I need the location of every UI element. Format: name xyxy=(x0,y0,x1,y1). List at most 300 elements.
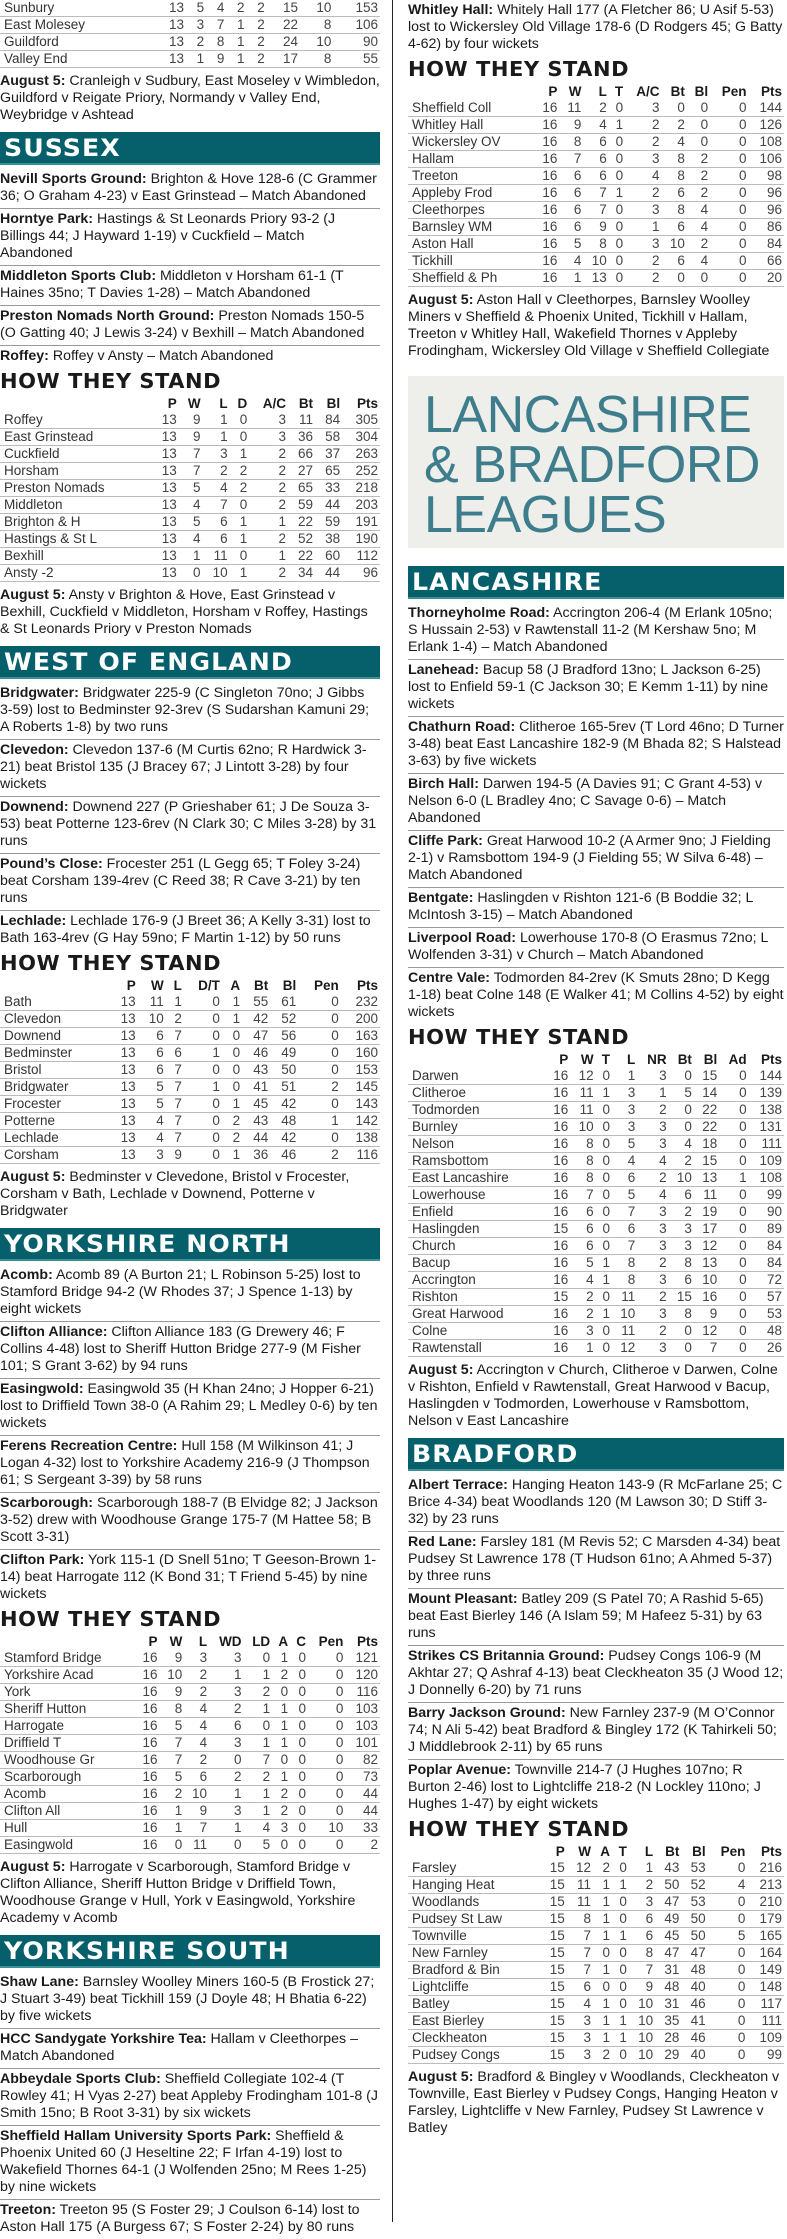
stat-cell: 144 xyxy=(749,100,784,117)
section-title: YORKSHIRE NORTH xyxy=(4,1230,291,1258)
stat-cell: 0 xyxy=(710,151,748,168)
stat-cell: 3 xyxy=(209,1650,243,1667)
stat-cell: 35 xyxy=(655,2013,681,2030)
stat-cell: 0 xyxy=(596,1068,612,1085)
stat-cell: 4 xyxy=(179,497,203,514)
table-row xyxy=(0,1096,380,1113)
stat-cell: 3 xyxy=(669,1221,694,1238)
stat-cell: 0 xyxy=(719,1119,748,1136)
stat-cell: 52 xyxy=(270,1011,298,1028)
stat-cell: 55 xyxy=(242,994,270,1011)
stat-cell: 6 xyxy=(612,1170,637,1187)
stat-cell: 5 xyxy=(612,1136,637,1153)
table-row xyxy=(408,2013,784,2030)
report-text: Lechlade 176-9 (J Breet 36; A Kelly 3-31) lost to Bath 163-4rev (G Hay 59no; F Martin 1-12) by 50 runs xyxy=(0,913,371,946)
stat-cell: 1 xyxy=(570,1340,595,1357)
stat-cell: 0 xyxy=(719,1068,748,1085)
venue-label: Horntye Park: xyxy=(0,211,94,227)
venue-label: Downend: xyxy=(0,799,69,815)
stat-cell: 4 xyxy=(184,1735,209,1752)
stat-cell: 10 xyxy=(583,253,608,270)
stat-cell: 9 xyxy=(694,1306,719,1323)
report-text: Frocester 251 (L Gegg 65; T Foley 3-24) beat Corsham 139-4rev (C Reed 38; R Cave 3-21) by ten runs xyxy=(0,856,361,906)
stat-cell: 126 xyxy=(749,117,784,134)
stat-cell: 4 xyxy=(637,1153,668,1170)
stat-cell: 2 xyxy=(222,1130,242,1147)
stat-cell: 0 xyxy=(308,1667,345,1684)
report-text: Preston Nomads 150-5 (O Gatting 40; J Lewis 3-24) v Bexhill – Match Abandoned xyxy=(0,308,365,341)
column-header: L xyxy=(173,978,182,993)
stat-cell: 210 xyxy=(747,1894,784,1911)
venue-label: Bentgate: xyxy=(408,890,474,906)
stat-cell: 2 xyxy=(625,117,661,134)
column-header: Pen xyxy=(720,1844,746,1859)
stat-cell: 6 xyxy=(203,531,230,548)
table-row xyxy=(0,1803,380,1820)
stat-cell: 3 xyxy=(637,1306,668,1323)
stat-cell: 2 xyxy=(637,1102,668,1119)
column-header: LD xyxy=(252,1634,271,1649)
stat-cell: 1 xyxy=(637,1085,668,1102)
stat-cell: 1 xyxy=(612,2030,629,2047)
stat-cell: 3 xyxy=(209,1735,243,1752)
stat-cell: 10 xyxy=(629,1996,655,2013)
venue-label: Bridgwater: xyxy=(0,685,79,701)
stat-cell: 10 xyxy=(669,1170,694,1187)
stat-cell: 143 xyxy=(341,1096,380,1113)
stat-cell: 11 xyxy=(184,1837,209,1854)
stat-cell: 48 xyxy=(681,1962,707,1979)
stat-cell: 13 xyxy=(153,0,186,17)
stat-cell: 42 xyxy=(242,1011,270,1028)
stat-cell: 0 xyxy=(184,1096,222,1113)
stat-cell: 7 xyxy=(567,1962,593,1979)
stat-cell: 7 xyxy=(244,1752,273,1769)
match-report xyxy=(408,1475,784,1532)
stat-cell: 0 xyxy=(710,270,748,287)
stat-cell: 0 xyxy=(687,117,710,134)
stat-cell: 16 xyxy=(545,1238,570,1255)
stat-cell: 7 xyxy=(166,1062,184,1079)
stat-cell: 8 xyxy=(300,17,333,34)
stat-cell: 2 xyxy=(209,1769,243,1786)
stat-cell: 1 xyxy=(166,994,184,1011)
stat-cell: 10 xyxy=(308,1820,345,1837)
stat-cell: 0 xyxy=(612,1894,629,1911)
stat-cell: 13 xyxy=(153,34,186,51)
stat-cell: 16 xyxy=(545,1136,570,1153)
stat-cell: 3 xyxy=(567,2013,593,2030)
table-row xyxy=(0,1735,380,1752)
report-text: Townville 214-7 (J Hughes 107no; R Burton 2-46) lost to Lightcliffe 218-2 (N Lockley 110no; J Hughes 1-47) by eight wickets xyxy=(408,1762,761,1812)
team-name: Scarborough xyxy=(0,1769,135,1786)
stat-cell: 2 xyxy=(687,236,710,253)
stat-cell: 15 xyxy=(541,1928,567,1945)
stat-cell: 13 xyxy=(583,270,608,287)
stat-cell: 0 xyxy=(710,100,748,117)
fixtures-note xyxy=(408,287,784,364)
standings-table xyxy=(0,0,380,68)
table-row xyxy=(408,1221,784,1238)
team-name: Great Harwood xyxy=(408,1306,545,1323)
stat-cell: 84 xyxy=(749,1238,784,1255)
stat-cell: 0 xyxy=(612,1911,629,1928)
stat-cell: 0 xyxy=(596,1136,612,1153)
stat-cell: 0 xyxy=(308,1650,345,1667)
stat-cell: 139 xyxy=(749,1085,784,1102)
stat-cell: 13 xyxy=(110,994,138,1011)
stat-cell: 2 xyxy=(272,1786,290,1803)
stat-cell: 1 xyxy=(230,531,250,548)
report-text: Hallam v Cleethorpes – Match Abandoned xyxy=(0,2031,358,2064)
table-row xyxy=(0,34,380,51)
stat-cell: 7 xyxy=(559,151,583,168)
stat-cell: 13 xyxy=(110,1062,138,1079)
column-header: W xyxy=(169,1634,183,1649)
stat-cell: 16 xyxy=(534,117,559,134)
team-name: Acomb xyxy=(0,1786,135,1803)
stat-cell: 0 xyxy=(308,1752,345,1769)
column-header: W xyxy=(580,1052,594,1067)
section-banner xyxy=(0,1228,380,1261)
venue-label: Cliffe Park: xyxy=(408,833,483,849)
stat-cell: 55 xyxy=(333,51,380,68)
stat-cell: 0 xyxy=(230,429,250,446)
stat-cell: 13 xyxy=(153,17,186,34)
team-name: Middleton xyxy=(0,497,152,514)
column-header: C xyxy=(296,1634,306,1649)
stat-cell: 1 xyxy=(249,548,288,565)
stat-cell: 50 xyxy=(270,1062,298,1079)
stat-cell: 3 xyxy=(186,17,206,34)
stat-cell: 0 xyxy=(593,1945,612,1962)
stat-cell: 0 xyxy=(719,1221,748,1238)
team-name: Todmorden xyxy=(408,1102,545,1119)
stat-cell: 2 xyxy=(249,480,288,497)
column-header: Pts xyxy=(356,396,378,411)
stat-cell: 34 xyxy=(288,565,315,582)
stat-cell: 16 xyxy=(135,1769,160,1786)
stat-cell: 0 xyxy=(719,1306,748,1323)
stat-cell: 5 xyxy=(559,236,583,253)
team-name: Tickhill xyxy=(408,253,534,270)
stat-cell: 15 xyxy=(541,2013,567,2030)
team-name: Enfield xyxy=(408,1204,545,1221)
stat-cell: 96 xyxy=(749,185,784,202)
table-row xyxy=(408,1945,784,1962)
stat-cell: 36 xyxy=(288,429,315,446)
table-row xyxy=(408,1860,784,1877)
fixtures-text: Aston Hall v Cleethorpes, Barnsley Woolley Miners v Sheffield & Phoenix United, Tickhill v Hallam, Treeton v Whitley Hall, Wakefield Thornes v Appleby Frodingham, Wickersley Old Village v Sheffield Collegiate xyxy=(408,292,770,359)
stat-cell: 0 xyxy=(669,1323,694,1340)
column-header xyxy=(0,1634,135,1650)
stat-cell: 15 xyxy=(541,1962,567,1979)
team-name: Clifton All xyxy=(0,1803,135,1820)
table-row xyxy=(0,514,380,531)
stat-cell: 2 xyxy=(687,151,710,168)
stat-cell: 16 xyxy=(534,202,559,219)
table-row xyxy=(0,1650,380,1667)
stat-cell: 0 xyxy=(230,497,250,514)
report-text: Hanging Heaton 143-9 (R McFarlane 25; C Brice 4-34) beat Woodlands 120 (M Lawson 30; D Stiff 3-32) by 23 runs xyxy=(408,1477,783,1527)
table-row xyxy=(0,1837,380,1854)
report-text: Farsley 181 (M Revis 52; C Marsden 4-34) beat Pudsey St Lawrence 178 (T Hudson 61no; A Ahmed 5-37) by three runs xyxy=(408,1534,781,1584)
stat-cell: 7 xyxy=(160,1735,185,1752)
column-header: Bl xyxy=(694,84,709,99)
stat-cell: 1 xyxy=(209,1786,243,1803)
stat-cell: 1 xyxy=(222,1147,242,1164)
stat-cell: 1 xyxy=(298,1113,340,1130)
stat-cell: 3 xyxy=(184,1650,209,1667)
team-name: Accrington xyxy=(408,1272,545,1289)
stat-cell: 2 xyxy=(247,17,267,34)
section-bradford xyxy=(408,1438,784,2141)
match-report xyxy=(0,1379,380,1436)
stat-cell: 12 xyxy=(567,1860,593,1877)
team-name: Burnley xyxy=(408,1119,545,1136)
stat-cell: 13 xyxy=(152,531,179,548)
stat-cell: 3 xyxy=(625,100,661,117)
stat-cell: 43 xyxy=(242,1113,270,1130)
venue-label: Clifton Park: xyxy=(0,1552,85,1568)
stat-cell: 4 xyxy=(138,1130,166,1147)
stat-cell: 2 xyxy=(247,51,267,68)
stat-cell: 0 xyxy=(272,1752,290,1769)
table-row xyxy=(408,1962,784,1979)
column-header: A/C xyxy=(262,396,286,411)
stat-cell: 16 xyxy=(694,1289,719,1306)
match-report xyxy=(408,1589,784,1646)
column-header: W xyxy=(578,1844,592,1859)
column-header: Pts xyxy=(760,1844,782,1859)
table-row xyxy=(408,1272,784,1289)
stat-cell: 61 xyxy=(270,994,298,1011)
team-name: Brighton & H xyxy=(0,514,152,531)
table-row xyxy=(408,1085,784,1102)
venue-label: Shaw Lane: xyxy=(0,1974,79,1990)
stat-cell: 13 xyxy=(694,1255,719,1272)
stat-cell: 52 xyxy=(681,1877,707,1894)
stat-cell: 179 xyxy=(747,1911,784,1928)
section-banner xyxy=(408,566,784,599)
stat-cell: 4 xyxy=(708,1877,748,1894)
stat-cell: 7 xyxy=(179,446,203,463)
match-report xyxy=(0,1493,380,1550)
stat-cell: 46 xyxy=(242,1045,270,1062)
stat-cell: 0 xyxy=(719,1323,748,1340)
stat-cell: 16 xyxy=(545,1085,570,1102)
stat-cell: 16 xyxy=(545,1153,570,1170)
section-banner xyxy=(0,132,380,165)
stat-cell: 16 xyxy=(135,1735,160,1752)
fixtures-note xyxy=(0,68,380,128)
match-report xyxy=(0,740,380,797)
venue-label: Treeton: xyxy=(0,2202,56,2218)
stat-cell: 103 xyxy=(345,1718,380,1735)
stat-cell: 7 xyxy=(612,1238,637,1255)
column-header: W xyxy=(187,396,201,411)
table-row xyxy=(0,1147,380,1164)
team-name: Barnsley WM xyxy=(408,219,534,236)
team-name: East Grinstead xyxy=(0,429,152,446)
report-text: Hastings & St Leonards Priory 93-2 (J Billings 44; J Hayward 1-19) v Cuckfield – Match Abandoned xyxy=(0,211,336,261)
stat-cell: 4 xyxy=(637,1187,668,1204)
stat-cell: 4 xyxy=(687,253,710,270)
stat-cell: 1 xyxy=(249,514,288,531)
stat-cell: 0 xyxy=(160,1837,185,1854)
stat-cell: 16 xyxy=(135,1803,160,1820)
stat-cell: 3 xyxy=(637,1204,668,1221)
stat-cell: 2 xyxy=(184,1752,209,1769)
stat-cell: 4 xyxy=(625,168,661,185)
venue-label: Barry Jackson Ground: xyxy=(408,1705,566,1721)
stat-cell: 1 xyxy=(596,1255,612,1272)
stat-cell: 0 xyxy=(719,1272,748,1289)
stat-cell: 1 xyxy=(203,429,230,446)
stat-cell: 11 xyxy=(203,548,230,565)
table-row xyxy=(0,531,380,548)
stat-cell: 2 xyxy=(203,463,230,480)
team-name: Pudsey Congs xyxy=(408,2047,541,2064)
stat-cell: 0 xyxy=(719,1255,748,1272)
stat-cell: 6 xyxy=(559,168,583,185)
stat-cell: 1 xyxy=(244,1803,273,1820)
table-row xyxy=(0,1667,380,1684)
table-row xyxy=(0,446,380,463)
stat-cell: 15 xyxy=(541,1911,567,1928)
venue-label: Preston Nomads North Ground: xyxy=(0,308,215,324)
stat-cell: 24 xyxy=(267,34,300,51)
stat-cell: 0 xyxy=(290,1837,308,1854)
stat-cell: 40 xyxy=(681,2047,707,2064)
stat-cell: 0 xyxy=(272,1837,290,1854)
table-row xyxy=(408,1979,784,1996)
stat-cell: 3 xyxy=(629,1894,655,1911)
match-report xyxy=(0,209,380,266)
stat-cell: 0 xyxy=(719,1289,748,1306)
stat-cell: 0 xyxy=(669,1119,694,1136)
table-row xyxy=(408,1877,784,1894)
stat-cell: 1 xyxy=(593,2013,612,2030)
stat-cell: 2 xyxy=(625,134,661,151)
stat-cell: 0 xyxy=(669,1340,694,1357)
stat-cell: 16 xyxy=(545,1102,570,1119)
team-name: Appleby Frod xyxy=(408,185,534,202)
stat-cell: 11 xyxy=(288,412,315,429)
stat-cell: 13 xyxy=(110,1028,138,1045)
fixtures-text: Accrington v Church, Clitheroe v Darwen, Colne v Rishton, Enfield v Rawtenstall, Great Harwood v Bacup, Haslingden v Todmorden, Lowerhouse v Ramsbottom, Nelson v East Lancashire xyxy=(408,1362,778,1429)
stat-cell: 15 xyxy=(541,1894,567,1911)
stat-cell: 31 xyxy=(655,1996,681,2013)
stat-cell: 1 xyxy=(244,1786,273,1803)
column-header: L xyxy=(198,1634,208,1649)
stat-cell: 3 xyxy=(625,151,661,168)
column-header: Bt xyxy=(677,1052,692,1067)
team-name: Bristol xyxy=(0,1062,110,1079)
team-name: Valley End xyxy=(0,51,153,68)
stat-cell: 59 xyxy=(288,497,315,514)
stat-cell: 108 xyxy=(749,1170,784,1187)
stat-cell: 0 xyxy=(708,1962,748,1979)
stat-cell: 13 xyxy=(694,1170,719,1187)
stat-cell: 84 xyxy=(315,412,342,429)
stat-cell: 0 xyxy=(596,1119,612,1136)
stat-cell: 5 xyxy=(138,1079,166,1096)
team-name: Aston Hall xyxy=(408,236,534,253)
column-header: L xyxy=(644,1844,654,1859)
stat-cell: 3 xyxy=(637,1119,668,1136)
table-row xyxy=(0,1752,380,1769)
stat-cell: 9 xyxy=(160,1650,185,1667)
venue-label: Mount Pleasant: xyxy=(408,1591,518,1607)
venue-label: Red Lane: xyxy=(408,1534,477,1550)
team-name: Sheriff Hutton xyxy=(0,1701,135,1718)
team-name: Ansty -2 xyxy=(0,565,152,582)
section-title: BRADFORD xyxy=(412,1440,579,1468)
stat-cell: 3 xyxy=(625,236,661,253)
stat-cell: 0 xyxy=(669,1102,694,1119)
fixtures-text: Bradford & Bingley v Woodlands, Cleckheaton v Townville, East Bierley v Pudsey Congs, Hanging Heaton v Farsley, Lightcliffe v New Farnley, Pudsey St Lawrence v Batley xyxy=(408,2069,780,2136)
stat-cell: 213 xyxy=(747,1877,784,1894)
stat-cell: 6 xyxy=(583,151,608,168)
fixtures-label: August 5: xyxy=(408,2069,474,2085)
stat-cell: 0 xyxy=(308,1684,345,1701)
team-name: Whitley Hall xyxy=(408,117,534,134)
stat-cell: 0 xyxy=(230,548,250,565)
stat-cell: 9 xyxy=(184,1803,209,1820)
report-text: Clevedon 137-6 (M Curtis 62no; R Hardwick 3-21) beat Bristol 135 (J Bracey 67; J Lintott 3-28) by four wickets xyxy=(0,742,367,792)
stat-cell: 13 xyxy=(110,1113,138,1130)
column-header: D xyxy=(237,396,248,411)
stat-cell: 0 xyxy=(687,270,710,287)
stat-cell: 13 xyxy=(152,463,179,480)
stat-cell: 0 xyxy=(222,1079,242,1096)
team-name: Ramsbottom xyxy=(408,1153,545,1170)
stat-cell: 2 xyxy=(249,497,288,514)
team-name: Guildford xyxy=(0,34,153,51)
stat-cell: 165 xyxy=(747,1928,784,1945)
stat-cell: 0 xyxy=(687,134,710,151)
stat-cell: 305 xyxy=(342,412,380,429)
stat-cell: 3 xyxy=(637,1340,668,1357)
stat-cell: 22 xyxy=(288,548,315,565)
stat-cell: 40 xyxy=(681,1979,707,1996)
stat-cell: 0 xyxy=(708,2030,748,2047)
stat-cell: 0 xyxy=(593,1979,612,1996)
stat-cell: 0 xyxy=(609,100,625,117)
table-row xyxy=(408,219,784,236)
stat-cell: 7 xyxy=(567,1945,593,1962)
stat-cell: 96 xyxy=(749,202,784,219)
match-report xyxy=(408,1703,784,1760)
table-header-row xyxy=(0,1634,380,1650)
column-header: A xyxy=(278,1634,289,1649)
stat-cell: 1 xyxy=(203,412,230,429)
league-title-line: LEAGUES xyxy=(424,486,667,544)
stat-cell: 1 xyxy=(593,1962,612,1979)
stat-cell: 50 xyxy=(655,1877,681,1894)
stat-cell: 0 xyxy=(179,565,203,582)
stat-cell: 3 xyxy=(272,1820,290,1837)
stat-cell: 1 xyxy=(593,1911,612,1928)
venue-label: Albert Terrace: xyxy=(408,1477,508,1493)
stat-cell: 37 xyxy=(315,446,342,463)
report-text: Easingwold 35 (H Khan 24no; J Hopper 6-21) lost to Driffield Town 38-0 (A Rahim 29; L Medley 0-6) by ten wickets xyxy=(0,1381,378,1431)
stat-cell: 98 xyxy=(749,168,784,185)
stat-cell: 2 xyxy=(272,1803,290,1820)
column-header: Pen xyxy=(721,84,747,99)
match-report xyxy=(0,854,380,911)
